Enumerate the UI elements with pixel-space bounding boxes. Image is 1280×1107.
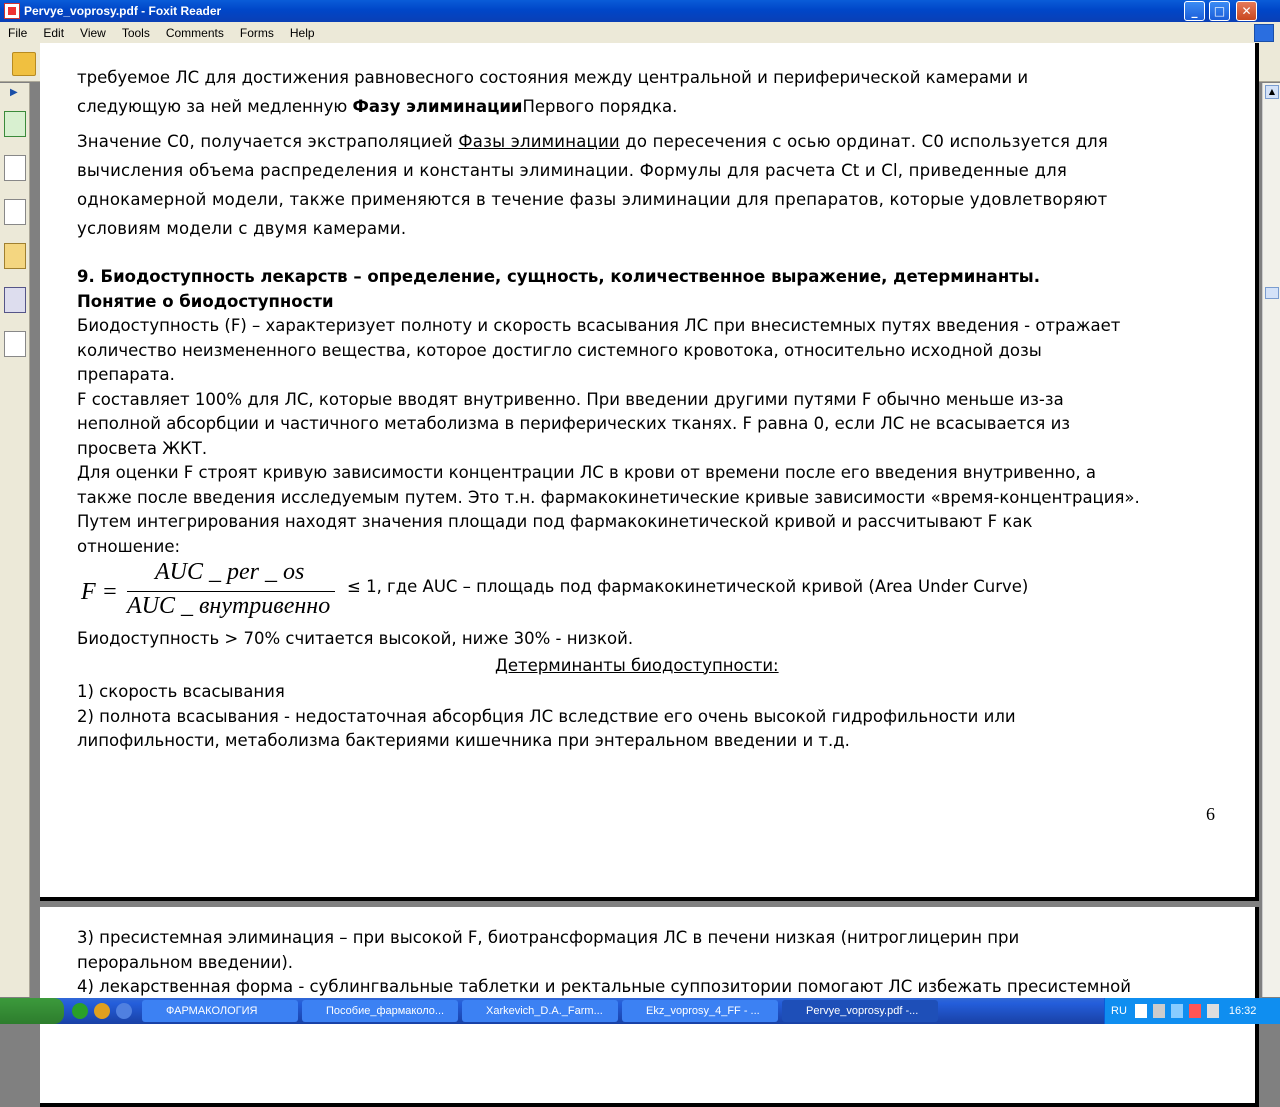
text-line: Биодоступность (F) – характеризует полноту и скорость всасывания ЛС при внесистемных путях введения - отражает	[77, 316, 1121, 335]
language-indicator[interactable]: RU	[1111, 1005, 1127, 1017]
close-button[interactable]: ✕	[1236, 1, 1257, 21]
menu-file[interactable]: File	[8, 26, 28, 40]
task-ekz-voprosy[interactable]: Ekz_voprosy_4_FF - ...	[622, 1000, 778, 1022]
text-line: препарата.	[77, 365, 175, 384]
bluetooth-icon[interactable]	[1171, 1004, 1183, 1018]
layers-icon[interactable]	[4, 199, 26, 225]
fraction-bar	[127, 591, 335, 592]
text-line: вычисления объема распределения и константы элиминации. Формулы для расчета Ct и Cl, приведенные для	[77, 161, 1067, 180]
navigation-panel	[0, 83, 30, 997]
pages-icon[interactable]	[4, 155, 26, 181]
menu-edit[interactable]: Edit	[43, 26, 65, 40]
text-line: Путем интегрирования находят значения площади под фармакокинетической кривой и рассчитывают F как	[77, 512, 1033, 531]
text-line: условиям модели с двумя камерами.	[77, 219, 407, 238]
hyperlink[interactable]: Фазы элиминации	[458, 132, 620, 151]
pdf-page-6	[40, 43, 1259, 901]
menu-tools[interactable]: Tools	[121, 26, 150, 40]
menu-forms[interactable]: Forms	[239, 26, 274, 40]
formula-explanation: ≤ 1, где AUC – площадь под фармакокинетической кривой (Area Under Curve)	[347, 577, 1029, 596]
taskbar	[0, 998, 1280, 1024]
task-posobie[interactable]: Пособие_фармаколо...	[302, 1000, 458, 1022]
task-pervye-voprosy[interactable]: Pervye_voprosy.pdf -...	[782, 1000, 938, 1022]
formula-numerator: AUC _ per _ os	[155, 559, 305, 585]
task-farmakologiya[interactable]: ФАРМАКОЛОГИЯ	[142, 1000, 298, 1022]
menu-bar	[0, 22, 1280, 44]
browser-quicklaunch-icon[interactable]	[116, 1003, 132, 1019]
comments-icon[interactable]	[4, 243, 26, 269]
term-bold: Фазу элиминации	[352, 96, 523, 116]
menu-comments[interactable]: Comments	[165, 26, 224, 40]
text-line: F составляет 100% для ЛС, которые вводят внутривенно. При введении другими путями F обычно меньше из-за	[77, 389, 1064, 409]
text-line: требуемое ЛС для достижения равновесного состояния между центральной и периферической камерами и	[77, 68, 1029, 87]
restore-document-icon[interactable]	[1254, 24, 1274, 42]
title-bar	[0, 0, 1280, 22]
formula-lhs: F =	[81, 579, 118, 605]
formula	[77, 559, 1140, 627]
formula-denominator: AUC _ внутривенно	[127, 593, 331, 619]
text-line: Для оценки F строят кривую зависимости концентрации ЛС в крови от времени после его введения внутривенно, а	[77, 463, 1096, 482]
menu-view[interactable]: View	[80, 26, 106, 40]
clock: 16:32	[1228, 1005, 1257, 1017]
open-icon[interactable]	[12, 52, 36, 76]
text-line: 4) лекарственная форма - сублингвальные таблетки и ректальные суппозитории помогают ЛС избежать пресистемной	[77, 977, 1131, 996]
section-heading: 9. Биодоступность лекарств – определение, сущность, количественное выражение, детерминанты.	[77, 267, 1040, 286]
text-line: неполной абсорбции и частичного метаболизма в периферических тканях. F равна 0, если ЛС не всасывается из	[77, 414, 1071, 433]
foxit-app-icon	[4, 3, 20, 19]
list-item: липофильности, метаболизма бактериями кишечника при энтеральном введении и т.д.	[77, 731, 850, 750]
text-line: также после введения исследуемым путем. Это т.н. фармакокинетические кривые зависимости «время-концентрация».	[77, 487, 1140, 507]
text-line: пероральном введении).	[77, 952, 294, 972]
list-item: 2) полнота всасывания - недостаточная абсорбция ЛС вследствие его очень высокой гидрофильности или	[77, 706, 1016, 726]
scroll-thumb[interactable]	[1265, 287, 1279, 299]
text-line: отношение:	[77, 536, 181, 556]
utorrent-icon[interactable]	[72, 1003, 88, 1019]
help-tray-icon[interactable]	[1135, 1004, 1147, 1018]
menu-help[interactable]: Help	[289, 26, 315, 40]
bookmarks-icon[interactable]	[4, 111, 26, 137]
maximize-button[interactable]: □	[1209, 1, 1230, 21]
app-quicklaunch-icon[interactable]	[94, 1003, 110, 1019]
text-line: Значение С0, получается экстраполяцией Фазы элиминации до пересечения с осью ординат. С0 используется для	[77, 132, 1109, 151]
volume-icon[interactable]	[1207, 1004, 1219, 1018]
task-xarkevich[interactable]: Xarkevich_D.A._Farm...	[462, 1000, 618, 1022]
vertical-scrollbar[interactable]	[1262, 83, 1280, 997]
document-viewer[interactable]	[31, 68, 1262, 997]
text-line: просвета ЖКТ.	[77, 438, 208, 458]
start-button[interactable]	[0, 998, 64, 1024]
scroll-up-icon[interactable]: ▲	[1265, 85, 1279, 99]
window-title: Pervye_voprosy.pdf - Foxit Reader	[24, 4, 222, 18]
text-line: следующую за ней медленную Фазу элиминацииПервого порядка.	[77, 96, 678, 116]
determinants-title: Детерминанты биодоступности:	[495, 655, 779, 675]
text-line: однокамерной модели, также применяются в течение фазы элиминации для препаратов, которые удовлетворяют	[77, 190, 1108, 209]
section-subheading: Понятие о биодоступности	[77, 291, 334, 311]
text-line: Биодоступность > 70% считается высокой, ниже 30% - низкой.	[77, 629, 634, 648]
attachments-icon[interactable]	[4, 287, 26, 313]
signatures-icon[interactable]	[4, 331, 26, 357]
system-tray	[1104, 998, 1280, 1024]
antivirus-icon[interactable]	[1189, 1004, 1201, 1018]
expand-panel-icon[interactable]: ▶	[10, 87, 18, 98]
page-number: 6	[1206, 804, 1215, 824]
minimize-button[interactable]: _	[1184, 1, 1205, 21]
tray-icon[interactable]	[1153, 1004, 1165, 1018]
text-line: 3) пресистемная элиминация – при высокой F, биотрансформация ЛС в печени низкая (нитроглицерин при	[77, 928, 1020, 947]
text-line: количество неизмененного вещества, которое достигло системного кровотока, относительно исходной дозы	[77, 340, 1042, 360]
list-item: 1) скорость всасывания	[77, 682, 285, 701]
